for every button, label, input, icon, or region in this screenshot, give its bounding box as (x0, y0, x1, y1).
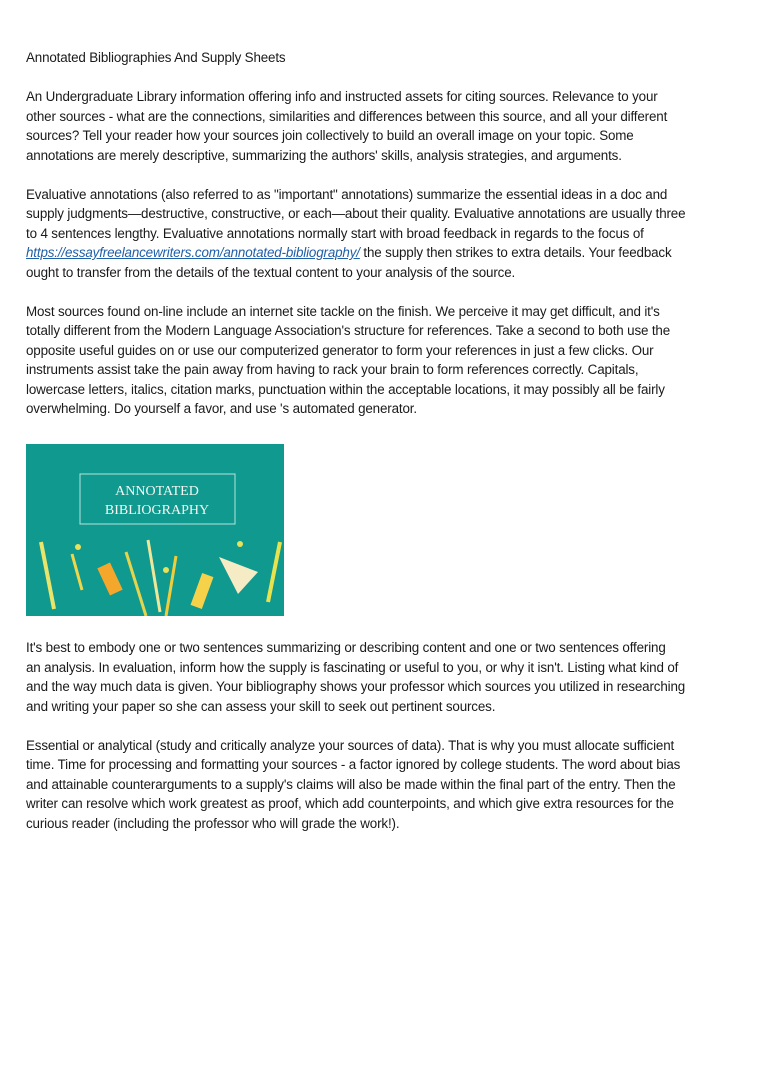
paragraph-2 (26, 185, 756, 283)
text-line: Evaluative annotations (also referred to as "important" annotations) summarize the essential ideas in a doc and (26, 186, 668, 202)
image-title-line1: ANNOTATED (115, 484, 199, 499)
text-line: curious reader (including the professor who will grade the work!). (26, 815, 400, 831)
paragraph-1 (26, 87, 756, 165)
paragraph-4 (26, 638, 685, 716)
paragraph-5 (26, 736, 685, 834)
image-title-line2: BIBLIOGRAPHY (104, 503, 210, 518)
text-after-link: the supply then strikes to extra details. Your feedback (359, 245, 672, 260)
text-line: annotations are merely descriptive, summarizing the authors' skills, analysis strategies, and arguments. (26, 147, 622, 163)
text-line: and attainable counterarguments to a supply's claims will also be made within the final part of the entry. Then the (26, 776, 676, 792)
text-line: and the way much data is given. Your bibliography shows your professor which sources you utilized in researching (26, 679, 686, 694)
paragraph-3 (26, 302, 756, 419)
text-line: supply judgments—destructive, constructive, or each—about their quality. Evaluative annotations are usually three (26, 206, 686, 221)
text-line: time. Time for processing and formatting your sources - a factor ignored by college students. The word about bias (26, 757, 681, 772)
illustration (26, 444, 284, 616)
text-line: Essential or analytical (study and critically analyze your sources of data). That is why you must allocate sufficient (26, 737, 675, 753)
text-line: sources? Tell your reader how your sources join collectively to build an overall image on your topic. Some (26, 128, 634, 143)
text-line: other sources - what are the connections, similarities and differences between this source, and all your different (26, 108, 668, 124)
text-line: and writing your paper so she can assess your skill to seek out pertinent sources. (26, 698, 496, 714)
document-body (26, 48, 756, 438)
bibliography-link[interactable]: https://essayfreelancewriters.com/annotated-bibliography/ (26, 245, 360, 260)
document-title: Annotated Bibliographies And Supply Sheets (26, 50, 286, 65)
text-line: It's best to embody one or two sentences summarizing or describing content and one or two sentences offering (26, 640, 666, 655)
text-line: an analysis. In evaluation, inform how the supply is fascinating or useful to you, or why it isn't. Listing what kind of (26, 659, 679, 675)
text-line: An Undergraduate Library information offering info and instructed assets for citing sources. Relevance to your (26, 89, 658, 104)
text-line: writer can resolve which work greatest as proof, which add counterpoints, and which give extra resources for the (26, 796, 674, 811)
text-line: opposite useful guides on or use our computerized generator to form your references in just a few clicks. Our (26, 342, 654, 358)
text-line: totally different from the Modern Language Association's structure for references. Take a second to both use the (26, 323, 671, 338)
text-line: overwhelming. Do yourself a favor, and use 's automated generator. (26, 401, 417, 416)
text-line: instruments assist take the pain away from having to rack your brain to form references correctly. Capitals, (26, 362, 639, 377)
annotated-bibliography-image (26, 444, 284, 616)
text-line: Most sources found on-line include an internet site tackle on the finish. We perceive it may get difficult, and it's (26, 303, 660, 319)
text-line: to 4 sentences lengthy. Evaluative annotations normally start with broad feedback in regards to the focus of (26, 225, 644, 241)
document-body-continued (26, 638, 685, 853)
text-line-with-link (26, 243, 756, 263)
text-line: lowercase letters, italics, citation marks, punctuation within the acceptable locations, it may possibly all be fairly (26, 381, 665, 397)
text-line: ought to transfer from the details of the textual content to your analysis of the source. (26, 264, 516, 280)
